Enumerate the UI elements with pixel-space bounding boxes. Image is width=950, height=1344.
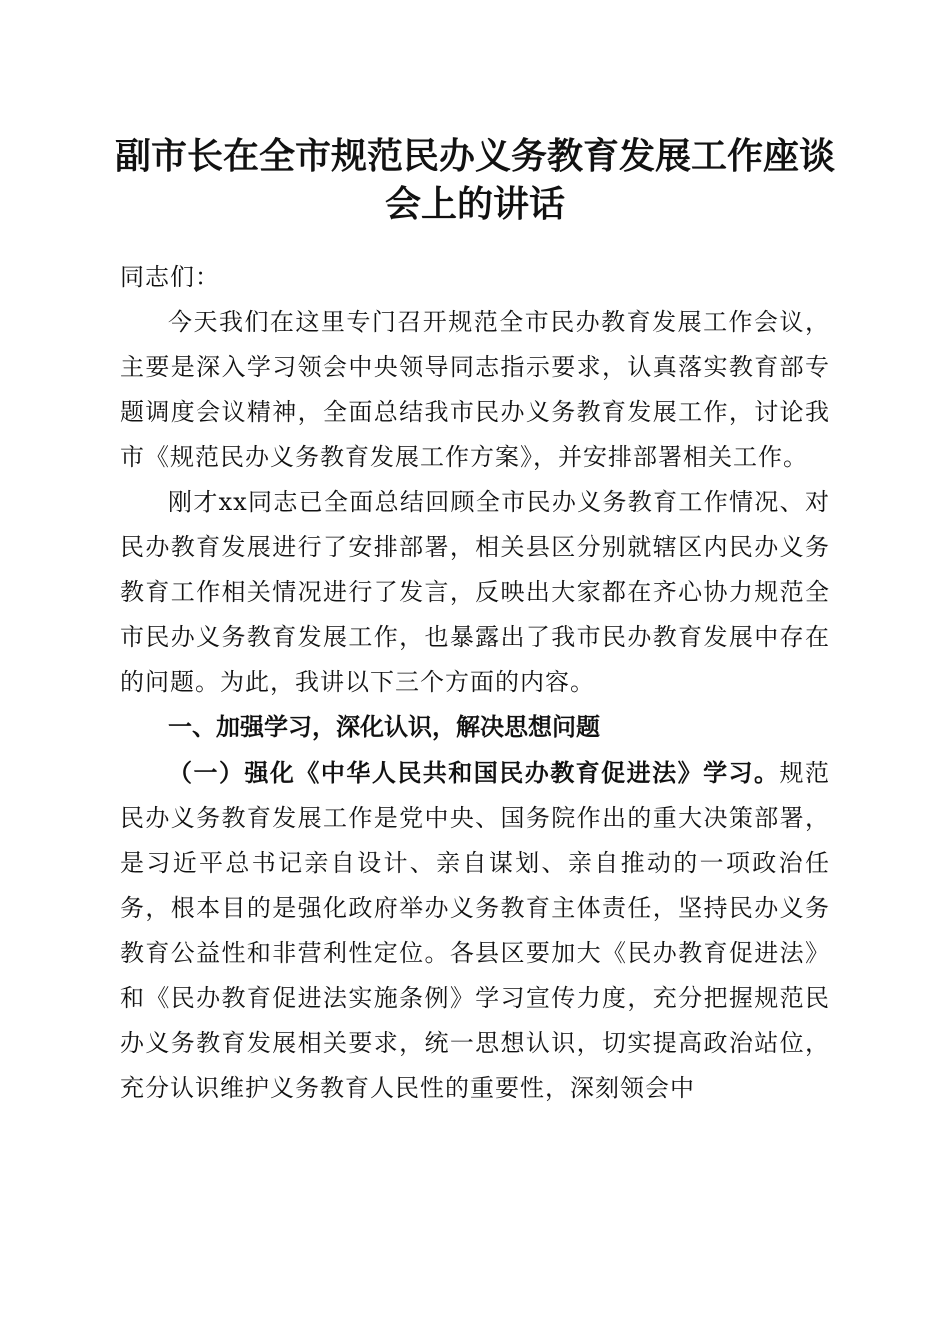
salutation: 同志们：: [120, 263, 220, 291]
paragraph-intro: 今天我们在这里专门召开规范全市民办教育发展工作会议，主要是深入学习领会中央领导同志指示要求，认真落实教育部专题调度会议精神，全面总结我市民办义务教育发展工作，讨论我市《规范民办义务教育发展工作方案》，并安排部署相关工作。: [120, 308, 830, 471]
section-heading: 一、加强学习，深化认识，解决思想问题: [168, 713, 600, 741]
subsection-heading: （一）强化《中华人民共和国民办教育促进法》学习。: [168, 758, 780, 787]
subsection-paragraph: [120, 750, 830, 1111]
document-body: [120, 255, 830, 1111]
document-title: 副市长在全市规范民办义务教育发展工作座谈会上的讲话: [114, 135, 835, 225]
subsection-text: 规范民办义务教育发展工作是党中央、国务院作出的重大决策部署，是习近平总书记亲自设计、亲自谋划、亲自推动的一项政治任务，根本目的是强化政府举办义务教育主体责任，坚持民办义务教育公益性和非营利性定位。各县区要加大《民办教育促进法》和《民办教育促进法实施条例》学习宣传力度，充分把握规范民办义务教育发展相关要求，统一思想认识，切实提高政治站位，充分认识维护义务教育人民性的重要性，深刻领会中: [120, 759, 831, 1102]
paragraph-summary: 刚才xx同志已全面总结回顾全市民办义务教育工作情况、对民办教育发展进行了安排部署，相关县区分别就辖区内民办义务教育工作相关情况进行了发言，反映出大家都在齐心协力规范全市民办义务教育发展工作，也暴露出了我市民办教育发展中存在的问题。为此，我讲以下三个方面的内容。: [120, 488, 830, 696]
